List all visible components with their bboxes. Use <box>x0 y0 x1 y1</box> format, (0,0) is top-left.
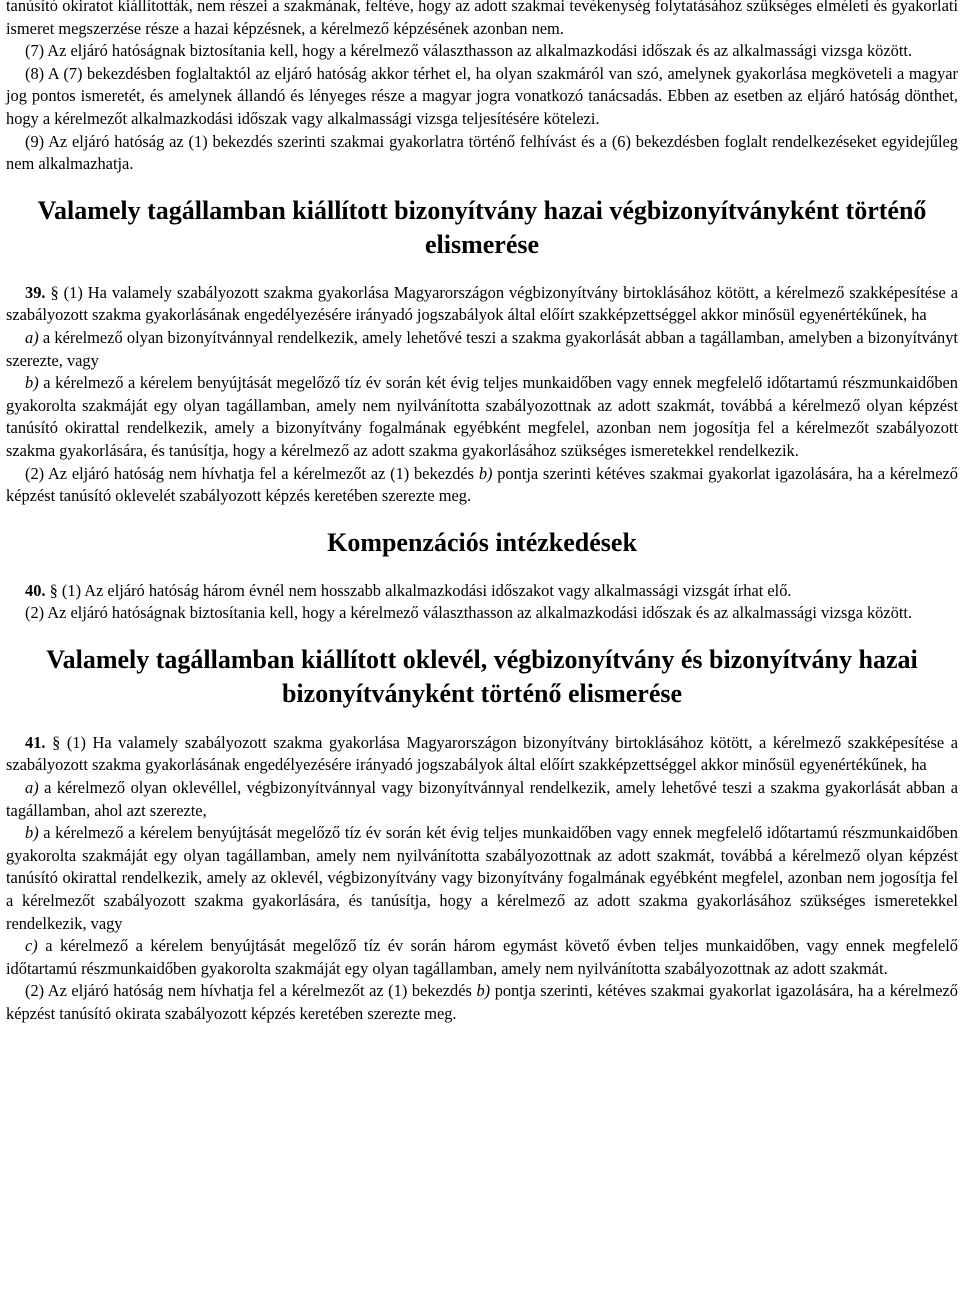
paragraph-8: (8) A (7) bekezdésben foglaltaktól az eljáró hatóság akkor térhet el, ha olyan szakmáról van szó, amelynek gyakorlása megköveteli a magyar jog pontos ismeretét, és amelynek állandó és lényeges része a magyar jogra vonatkozó tanácsadás. Ebben az esetben az eljáró hatóság dönthet, hogy a kérelmezőt alkalmazkodási időszak vagy alkalmassági vizsga teljesítésére kötelezi. <box>6 63 958 128</box>
section-41-paragraph-1 <box>6 732 958 777</box>
section-40-paragraph-1 <box>6 580 958 603</box>
point-label: a) <box>25 778 39 798</box>
point-text: a kérelmező a kérelem benyújtását megelőző tíz év során három egymást követő évben teljes munkaidőben, vagy ennek megfelelő időtartamú részmunkaidőben gyakorolta szakmáját egy olyan tagállamban, amely nem nyilvánította szabályozottnak az adott szakmát. <box>6 936 958 978</box>
section-symbol: § <box>49 580 58 600</box>
section-40-paragraph-2: (2) Az eljáró hatóságnak biztosítania kell, hogy a kérelmező választhasson az alkalmazkodási időszak és az alkalmassági vizsga között. <box>25 603 913 623</box>
section-40-heading: Kompenzációs intézkedések <box>327 527 637 557</box>
point-label: c) <box>25 936 38 956</box>
point-text: a kérelmező olyan bizonyítvánnyal rendelkezik, amely lehetővé teszi a szakma gyakorlását abban a tagállamban, amelyben a bizonyítványt szerezte, vagy <box>6 327 958 370</box>
point-label: a) <box>25 327 39 347</box>
section-number: 39. <box>25 282 46 302</box>
point-text: a kérelmező a kérelem benyújtását megelőző tíz év során két évig teljes munkaidőben vagy ennek megfelelő időtartamú részmunkaidőben gyakorolta szakmáját egy olyan tagállamban, amely nem nyilvánította szabályozottnak az adott szakmát, továbbá a kérelmező olyan képzést tanúsító okirattal rendelkezik, amely a bizonyítvány fogalmának egyébként megfelel, azonban nem jogosítja fel a kérelmezőt szabályozott szakma gyakorlására, és tanúsítja, hogy a kérelmező az adott szakma gyakorlásához szükséges ismeretekkel rendelkezik. <box>6 373 958 460</box>
paragraph-9: (9) Az eljáró hatóság az (1) bekezdés szerinti szakmai gyakorlatra történő felhívást és a (6) bekezdésben foglalt rendelkezéseket egyidejűleg nem alkalmazhatja. <box>6 131 958 174</box>
section-number: 41. <box>25 732 46 752</box>
paragraph-7: (7) Az eljáró hatóságnak biztosítania kell, hogy a kérelmező választhasson az alkalmazkodási időszak és az alkalmassági vizsga között. <box>25 41 913 61</box>
point-reference: b) <box>478 463 493 483</box>
section-symbol: § <box>52 732 61 752</box>
p2-text-post: pontja szerinti, kétéves szakmai gyakorlat igazolására, ha a kérelmező képzést tanúsító okirata szabályozott képzés keretében szerezte meg. <box>6 981 958 1023</box>
paragraph-continuation: tanúsító okiratot kiállították, nem részei a szakmának, feltéve, hogy az adott szakmai tevékenység folytatásához szükséges elméleti és gyakorlati ismeret megszerzése része a hazai képzésnek, a kérelmező képzésének azonban nem. <box>6 0 958 38</box>
p2-text-pre: (2) Az eljáró hatóság nem hívhatja fel a kérelmezőt az (1) bekezdés <box>25 981 472 1001</box>
p2-text-post: pontja szerinti kétéves szakmai gyakorlat igazolására, ha a kérelmező képzést tanúsító oklevelét szabályozott képzés keretében szerezte meg. <box>6 463 958 506</box>
section-39-point-b <box>6 372 958 462</box>
section-41-heading: Valamely tagállamban kiállított oklevél, végbizonyítvány és bizonyítvány hazai bizonyítványként történő elismerése <box>46 644 918 708</box>
section-41-point-b <box>6 822 958 935</box>
p2-text-pre: (2) Az eljáró hatóság nem hívhatja fel a kérelmezőt az (1) bekezdés <box>25 463 475 483</box>
section-41-p1-text: (1) Ha valamely szabályozott szakma gyakorlása Magyarországon bizonyítvány birtoklásához kötött, a kérelmező szakképesítése a szabályozott szakma gyakorlásának engedélyezésére irányadó jogszabályok által előírt szakképzettséggel akkor minősül egyenértékűnek, ha <box>6 732 958 775</box>
section-40-p1-text: (1) Az eljáró hatóság három évnél nem hosszabb alkalmazkodási időszakot vagy alkalmassági vizsgát írhat elő. <box>61 580 792 600</box>
point-label: b) <box>25 823 39 843</box>
section-39-paragraph-2 <box>6 463 958 508</box>
point-label: b) <box>25 373 39 393</box>
section-41-point-a <box>6 777 958 822</box>
section-number: 40. <box>25 580 46 600</box>
section-39-heading: Valamely tagállamban kiállított bizonyítvány hazai végbizonyítványként történő elismerése <box>37 195 927 259</box>
section-41-point-c <box>6 935 958 980</box>
point-text: a kérelmező olyan oklevéllel, végbizonyítvánnyal vagy bizonyítvánnyal rendelkezik, amely lehetővé teszi a szakma gyakorlását abban a tagállamban, ahol azt szerezte, <box>6 778 958 820</box>
section-39-paragraph-1 <box>6 282 958 327</box>
section-symbol: § <box>50 282 59 302</box>
document-page <box>6 0 958 1026</box>
point-text: a kérelmező a kérelem benyújtását megelőző tíz év során két évig teljes munkaidőben vagy ennek megfelelő időtartamú részmunkaidőben gyakorolta szakmáját egy olyan tagállamban, amely nem nyilvánította szabályozottnak az adott szakmát, továbbá a kérelmező olyan képzést tanúsító okirattal rendelkezik, amely az oklevél, végbizonyítvány vagy bizonyítvány fogalmának egyébként megfelel, azonban nem jogosítja fel a kérelmezőt szabályozott szakma gyakorlására, és tanúsítja, hogy a kérelmező az adott szakma gyakorlásához szükséges ismeretekkel rendelkezik, vagy <box>6 823 958 933</box>
section-39-point-a <box>6 327 958 372</box>
section-39-p1-text: (1) Ha valamely szabályozott szakma gyakorlása Magyarországon végbizonyítvány birtoklásához kötött, a kérelmező szakképesítése a szabályozott szakma gyakorlásának engedélyezésére irányadó jogszabályok által előírt szakképzettséggel akkor minősül egyenértékűnek, ha <box>6 282 958 325</box>
section-41-paragraph-2 <box>6 980 958 1025</box>
point-reference: b) <box>476 981 491 1001</box>
